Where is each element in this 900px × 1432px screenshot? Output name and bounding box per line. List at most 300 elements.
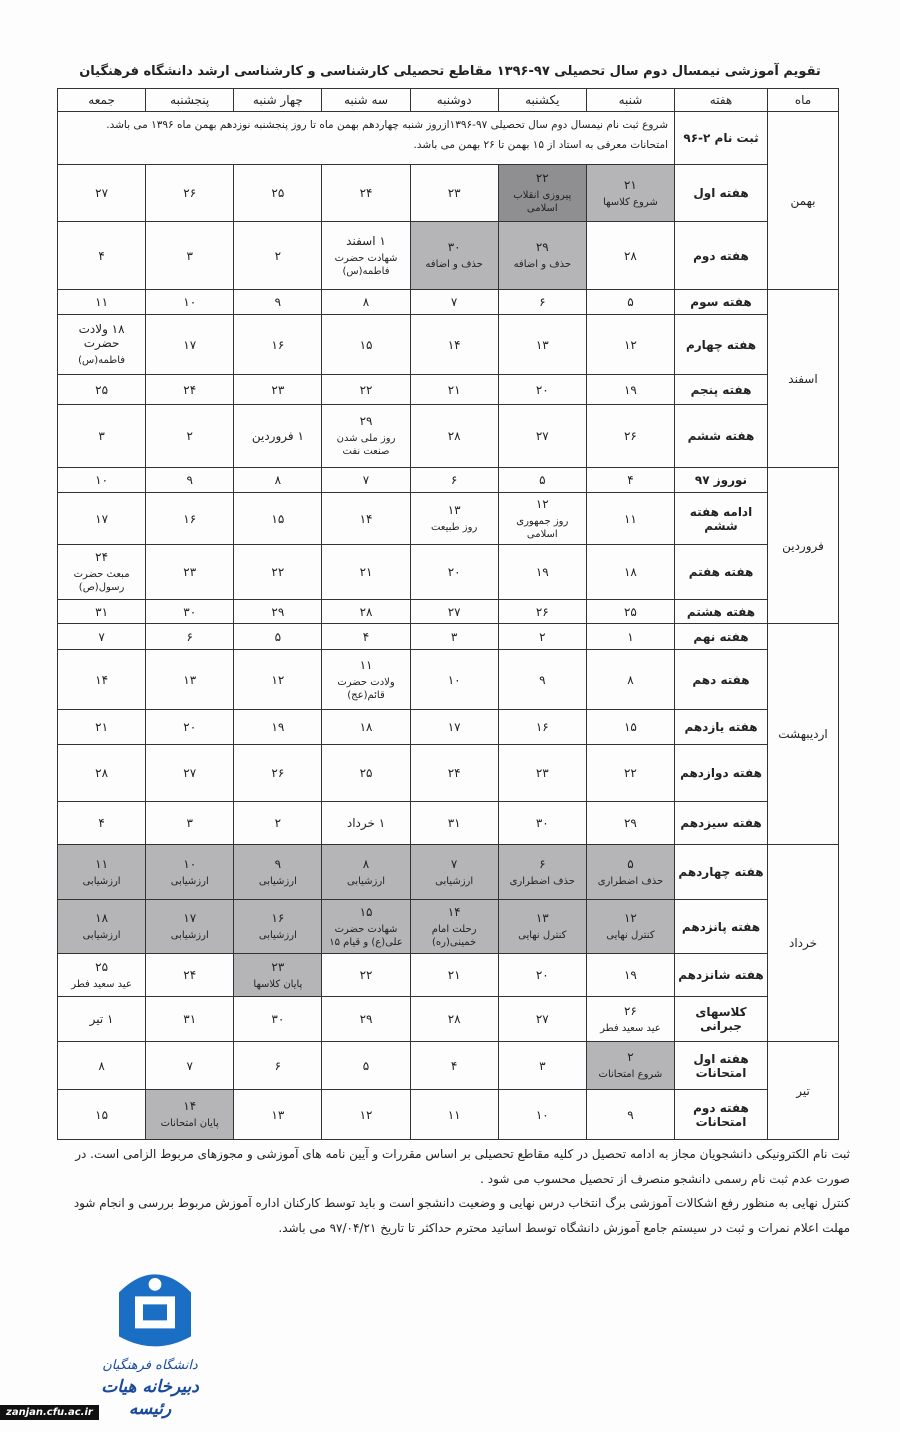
week-label: ثبت نام ۲-۹۶ — [675, 112, 768, 165]
day-cell — [498, 802, 586, 845]
day-cell — [234, 405, 322, 468]
day-cell — [586, 954, 674, 997]
day-cell — [146, 1090, 234, 1140]
day-cell — [586, 600, 674, 624]
day-cell — [146, 405, 234, 468]
day-cell — [146, 745, 234, 802]
academic-calendar-table — [57, 88, 839, 1140]
day-cell — [498, 545, 586, 600]
day-number: ۲۶ — [623, 1003, 637, 1018]
day-cell — [234, 845, 322, 900]
week-label: هفته سوم — [675, 290, 768, 315]
day-cell — [586, 493, 674, 545]
day-cell — [234, 315, 322, 375]
day-number: ۱۶ — [183, 511, 197, 526]
day-number: ۲۴ — [359, 186, 373, 200]
day-cell — [322, 1042, 410, 1090]
day-event: ارزشیابی — [258, 930, 297, 941]
day-number: ۶ — [186, 629, 193, 644]
day-number: ۲۱ — [447, 968, 461, 982]
day-number: ۱۴ — [183, 1099, 197, 1113]
day-number: ۲۰ — [447, 565, 461, 579]
day-cell — [498, 997, 586, 1042]
week-label: ادامه هفته ششم — [675, 493, 768, 545]
day-number: ۲۹ — [271, 604, 285, 619]
day-number: ۱۵ — [271, 511, 285, 526]
day-cell — [234, 165, 322, 222]
day-number: ۳ — [450, 629, 458, 644]
day-cell — [410, 845, 498, 900]
column-header: شنبه — [586, 89, 674, 112]
week-row — [58, 997, 839, 1042]
day-cell — [322, 222, 410, 290]
day-cell — [322, 405, 410, 468]
day-cell — [498, 222, 586, 290]
day-number: ۱۰ — [183, 856, 197, 871]
week-label: نوروز ۹۷ — [675, 468, 768, 493]
day-event: پایان کلاسها — [253, 978, 303, 990]
day-cell — [234, 745, 322, 802]
week-label: هفته ششم — [675, 405, 768, 468]
day-cell — [58, 405, 146, 468]
month-cell: خرداد — [768, 845, 839, 1042]
day-number: ۲۶ — [183, 186, 197, 200]
day-cell — [58, 315, 146, 375]
day-cell — [58, 650, 146, 710]
week-label: کلاسهای جبرانی — [675, 997, 768, 1042]
day-number: ۲۱ — [359, 565, 373, 579]
week-label: هفته چهاردهم — [675, 845, 768, 900]
day-cell — [410, 900, 498, 954]
week-row — [58, 405, 839, 468]
day-cell — [58, 845, 146, 900]
day-cell — [322, 1090, 410, 1140]
day-number: ۳۱ — [183, 1012, 197, 1026]
day-number: ۱۴ — [447, 904, 461, 919]
day-cell — [498, 315, 586, 375]
day-event: روز جمهوری اسلامی — [516, 515, 569, 540]
day-number: ۱۲ — [535, 496, 549, 511]
day-number: ۲۸ — [447, 429, 461, 443]
day-cell — [410, 222, 498, 290]
day-event: ارزشیابی — [347, 875, 385, 887]
day-number: ۱۱ — [95, 856, 109, 871]
day-number: ۱۱ — [623, 511, 637, 526]
day-cell — [58, 802, 146, 845]
week-row — [58, 954, 839, 997]
week-row — [58, 710, 839, 745]
day-event: پایان امتحانات — [160, 1118, 219, 1129]
day-cell — [58, 954, 146, 997]
day-cell — [498, 1090, 586, 1140]
day-number: ۱۵ — [623, 720, 637, 734]
day-number: ۱۰ — [535, 1107, 549, 1122]
logo-secretariat: دبیرخانه هیات رئیسه — [101, 1377, 199, 1419]
day-cell — [410, 545, 498, 600]
day-number: ۲۱ — [447, 382, 461, 397]
week-label: هفته یازدهم — [675, 710, 768, 745]
day-cell — [58, 600, 146, 624]
day-number: ۲۳ — [535, 766, 549, 780]
day-cell — [234, 954, 322, 997]
day-number: ۲۰ — [183, 720, 197, 734]
day-cell — [146, 900, 234, 954]
day-cell — [498, 745, 586, 802]
day-event: روز ملی شدن صنعت نفت — [336, 433, 396, 457]
note-final-check: کنترل نهایی به منظور رفع اشکالات آموزشی برگ انتخاب درس نهایی و وضعیت دانشجو است و باید توسط کارکنان اداره آموزش مربوط بررسی و انجام شود — [73, 1196, 850, 1211]
day-number: ۲۹ — [535, 240, 549, 254]
day-cell — [498, 375, 586, 405]
day-number: ۱۵ — [359, 337, 373, 352]
day-number: ۱۸ — [95, 911, 109, 925]
day-cell — [498, 900, 586, 954]
day-number: ۲۲ — [535, 171, 549, 185]
day-number: ۲۷ — [447, 604, 461, 619]
day-number: ۲۸ — [95, 766, 109, 780]
day-cell — [58, 710, 146, 745]
day-number: ۱۲ — [271, 672, 285, 687]
day-event: رحلت امام خمینی(ره) — [431, 923, 477, 948]
day-number: ۷ — [450, 295, 458, 309]
day-number: ۱۱ — [95, 295, 109, 309]
day-number: ۲۲ — [359, 968, 373, 982]
day-cell — [234, 545, 322, 600]
day-cell — [58, 624, 146, 650]
day-cell — [586, 165, 674, 222]
day-cell — [410, 468, 498, 493]
note-grades-deadline: مهلت اعلام نمرات و ثبت در سیستم جامع آموزش دانشگاه توسط اساتید محترم حداکثر تا تاریخ ۹۷/۰۴/۲۱ می باشد. — [278, 1220, 850, 1235]
week-row — [58, 802, 839, 845]
day-cell — [234, 650, 322, 710]
day-cell — [58, 1042, 146, 1090]
day-cell — [146, 493, 234, 545]
day-number: ۳ — [98, 429, 105, 443]
day-cell — [322, 165, 410, 222]
day-number: ۲۱ — [623, 177, 637, 192]
day-number: ۲۵ — [271, 186, 285, 200]
month-cell: فروردین — [768, 468, 839, 624]
day-number: ۷ — [186, 1058, 193, 1073]
day-cell — [498, 1042, 586, 1090]
day-number: ۱۴ — [447, 337, 461, 352]
day-cell — [322, 802, 410, 845]
day-cell — [586, 624, 674, 650]
day-cell — [146, 165, 234, 222]
week-row — [58, 375, 839, 405]
day-cell — [234, 900, 322, 954]
day-number: ۳۰ — [271, 1012, 285, 1026]
day-number: ۲۷ — [183, 766, 197, 780]
day-cell — [234, 493, 322, 545]
day-number: ۹ — [274, 295, 282, 309]
day-event: ارزشیابی — [82, 930, 121, 941]
day-cell — [498, 493, 586, 545]
day-event: ارزشیابی — [170, 875, 209, 887]
day-cell — [58, 1090, 146, 1140]
day-number: ۲۲ — [271, 565, 285, 579]
day-cell — [146, 315, 234, 375]
day-number: ۷ — [450, 856, 458, 871]
day-number: ۲۰ — [535, 968, 549, 982]
day-cell — [498, 405, 586, 468]
day-cell — [498, 290, 586, 315]
day-cell — [322, 900, 410, 954]
day-number: ۳ — [186, 816, 193, 830]
week-row — [58, 493, 839, 545]
week-label: هفته نهم — [675, 624, 768, 650]
day-number: ۱۹ — [271, 720, 285, 734]
day-number: ۲ — [186, 429, 193, 443]
day-cell — [498, 624, 586, 650]
day-number: ۲۲ — [623, 766, 637, 780]
week-label: هفته پنجم — [675, 375, 768, 405]
day-event: شهادت حضرت علی(ع) و قیام ۱۵ — [329, 923, 403, 948]
day-cell — [58, 900, 146, 954]
week-row — [58, 468, 839, 493]
day-number: ۶ — [274, 1058, 282, 1073]
day-cell — [410, 315, 498, 375]
day-number: ۱۶ — [271, 911, 285, 925]
week-row — [58, 900, 839, 954]
day-cell — [234, 710, 322, 745]
week-row — [58, 600, 839, 624]
day-cell — [146, 710, 234, 745]
week-row — [58, 315, 839, 375]
week-label: هفته چهارم — [675, 315, 768, 375]
day-number: ۱۰ — [447, 672, 461, 687]
day-cell — [322, 997, 410, 1042]
day-number: ۹ — [539, 672, 546, 687]
day-cell — [58, 745, 146, 802]
day-number: ۲۷ — [535, 1012, 549, 1026]
day-number: ۱۸ — [359, 720, 373, 734]
day-cell — [58, 545, 146, 600]
column-header: دوشنبه — [410, 89, 498, 112]
day-number: ۲۴ — [447, 766, 461, 780]
column-header: جمعه — [58, 89, 146, 112]
week-row — [58, 845, 839, 900]
week-label: هفته شانزدهم — [675, 954, 768, 997]
watermark-site: zanjan.cfu.ac.ir — [0, 1405, 99, 1420]
day-cell — [498, 468, 586, 493]
day-number: ۹ — [186, 473, 193, 487]
day-number: ۲۱ — [95, 720, 109, 734]
day-number: ۱۹ — [535, 565, 549, 579]
day-number: ۲۳ — [447, 186, 461, 200]
week-label: هفته دوازدهم — [675, 745, 768, 802]
day-number: ۸ — [627, 672, 634, 687]
day-number: ۲۲ — [359, 382, 373, 397]
day-number: ۶ — [539, 856, 546, 871]
day-number: ۲۷ — [535, 429, 549, 443]
day-number: ۵ — [362, 1058, 370, 1073]
day-number: ۱۳ — [271, 1107, 285, 1122]
day-cell — [586, 650, 674, 710]
day-number: ۴ — [362, 629, 370, 644]
day-cell — [410, 1042, 498, 1090]
week-label: هفته سیزدهم — [675, 802, 768, 845]
day-cell — [586, 845, 674, 900]
day-cell — [410, 997, 498, 1042]
month-cell: اسفند — [768, 290, 839, 468]
day-cell — [586, 900, 674, 954]
day-number: ۲۹ — [623, 816, 637, 830]
day-cell — [498, 165, 586, 222]
day-cell — [410, 624, 498, 650]
day-cell — [234, 222, 322, 290]
day-cell — [410, 1090, 498, 1140]
day-number: ۲۳ — [183, 565, 197, 579]
day-number: ۲۸ — [359, 604, 373, 619]
day-cell — [234, 468, 322, 493]
day-cell — [322, 468, 410, 493]
day-number: ۱ تیر — [89, 1012, 114, 1026]
day-number: ۱۵ — [95, 1107, 109, 1122]
day-number: ۱۵ — [359, 904, 373, 919]
day-cell — [234, 802, 322, 845]
day-cell — [58, 375, 146, 405]
day-number: ۱۳ — [535, 337, 549, 352]
day-number: ۳ — [186, 248, 193, 263]
day-cell — [410, 954, 498, 997]
day-cell — [322, 624, 410, 650]
day-number: ۱ اسفند — [346, 233, 386, 248]
day-number: ۵ — [627, 856, 634, 871]
day-number: ۱۷ — [183, 337, 197, 352]
day-cell — [410, 375, 498, 405]
day-number: ۲ — [274, 816, 282, 830]
day-number: ۳۰ — [447, 240, 461, 254]
day-cell — [234, 1090, 322, 1140]
day-number: ۲۷ — [95, 186, 109, 200]
day-number: ۱۸ — [623, 565, 637, 579]
day-number: ۱۴ — [95, 672, 109, 687]
day-number: ۱۷ — [447, 720, 461, 734]
day-cell — [322, 375, 410, 405]
day-number: ۱ خرداد — [346, 816, 386, 830]
page-title: تقویم آموزشی نیمسال دوم سال تحصیلی ۹۷-۱۳۹۶ مقاطع تحصیلی کارشناسی و کارشناسی ارشد دانشگاه فرهنگیان — [79, 64, 821, 79]
day-number: ۲۰ — [535, 382, 549, 397]
day-cell — [58, 222, 146, 290]
day-event: شروع کلاسها — [603, 196, 658, 208]
week-label: هفته پانزدهم — [675, 900, 768, 954]
day-cell — [322, 710, 410, 745]
day-number: ۳۱ — [95, 604, 109, 619]
day-number: ۲۹ — [359, 414, 373, 428]
day-number: ۱۷ — [95, 511, 109, 526]
day-number: ۱ — [627, 629, 634, 644]
week-row — [58, 545, 839, 600]
day-cell — [322, 290, 410, 315]
day-cell — [146, 600, 234, 624]
day-cell — [410, 600, 498, 624]
day-cell — [146, 222, 234, 290]
day-number: ۴ — [98, 248, 105, 263]
day-event: ارزشیابی — [82, 875, 121, 887]
day-event: ارزشیابی — [170, 930, 209, 941]
day-cell — [146, 845, 234, 900]
day-number: ۲ — [539, 629, 546, 644]
week-row — [58, 1042, 839, 1090]
day-cell — [234, 375, 322, 405]
week-row — [58, 745, 839, 802]
day-number: ۳۰ — [183, 604, 197, 619]
day-cell — [146, 545, 234, 600]
day-number: ۵ — [539, 473, 546, 487]
day-event: ولادت حضرت قائم(عج) — [337, 676, 395, 701]
day-number: ۲۸ — [447, 1012, 461, 1026]
column-header: چهار شنبه — [234, 89, 322, 112]
day-event: عید سعید فطر — [71, 978, 132, 990]
day-number: ۲۶ — [623, 429, 637, 443]
week-row — [58, 290, 839, 315]
day-cell — [234, 600, 322, 624]
logo-university-name: دانشگاه فرهنگیان — [102, 1358, 198, 1373]
day-number: ۴ — [450, 1058, 458, 1073]
day-number: ۲۴ — [95, 550, 109, 564]
day-cell — [586, 315, 674, 375]
day-cell — [58, 290, 146, 315]
day-number: ۷ — [98, 629, 105, 644]
registration-text — [58, 112, 675, 165]
week-label: هفته دهم — [675, 650, 768, 710]
day-event: حذف و اضافه — [513, 259, 572, 270]
note-registration: ثبت نام الکترونیکی دانشجویان مجاز به ادامه تحصیل در کلیه مقاطع تحصیلی بر اساس مقررات و آیین نامه های آموزشی و مجوزهای مربوط الزامی است. در صورت عدم ثبت نام رسمی دانشجو منصرف از تحصیل محسوب می شود . — [75, 1147, 850, 1186]
day-cell — [58, 493, 146, 545]
day-cell — [410, 165, 498, 222]
day-number: ۲ — [627, 1050, 634, 1064]
day-cell — [322, 315, 410, 375]
day-cell — [322, 600, 410, 624]
week-label: هفته اول — [675, 165, 768, 222]
day-cell — [146, 624, 234, 650]
day-cell — [498, 954, 586, 997]
week-row — [58, 650, 839, 710]
day-number: ۵ — [627, 295, 634, 309]
day-number: ۱۳ — [535, 911, 549, 925]
day-number: ۳۰ — [535, 816, 549, 830]
day-number: ۱۶ — [535, 720, 549, 734]
day-cell — [58, 468, 146, 493]
day-number: ۱۸ ولادت حضرت — [78, 322, 125, 350]
day-cell — [410, 290, 498, 315]
day-number: ۲۴ — [183, 382, 197, 397]
day-cell — [234, 1042, 322, 1090]
day-cell — [146, 468, 234, 493]
day-number: ۲ — [274, 248, 282, 263]
day-cell — [586, 375, 674, 405]
day-cell — [498, 600, 586, 624]
day-number: ۱۴ — [359, 511, 373, 526]
week-label: هفته دوم امتحانات — [675, 1090, 768, 1140]
day-event: فاطمه(س) — [78, 355, 126, 366]
day-number: ۱۲ — [623, 911, 637, 925]
registration-line: شروع ثبت نام نیمسال دوم سال تحصیلی ۹۷-۱۳۹۶ازروز شنبه چهاردهم بهمن ماه تا روز پنجشنبه نوزدهم بهمن ماه ۱۳۹۶ می باشد. — [106, 119, 668, 131]
day-number: ۱۱ — [447, 1107, 461, 1122]
week-row — [58, 165, 839, 222]
week-label: هفته هفتم — [675, 545, 768, 600]
day-event: کنترل نهایی — [606, 930, 655, 941]
day-event: مبعث حضرت رسول(ص) — [73, 569, 130, 593]
day-cell — [146, 290, 234, 315]
day-event: کنترل نهایی — [518, 930, 567, 941]
university-logo-icon — [105, 1270, 205, 1358]
day-cell — [322, 545, 410, 600]
day-cell — [322, 650, 410, 710]
day-number: ۱۹ — [623, 968, 637, 982]
day-cell — [146, 997, 234, 1042]
day-number: ۲۸ — [623, 248, 637, 263]
